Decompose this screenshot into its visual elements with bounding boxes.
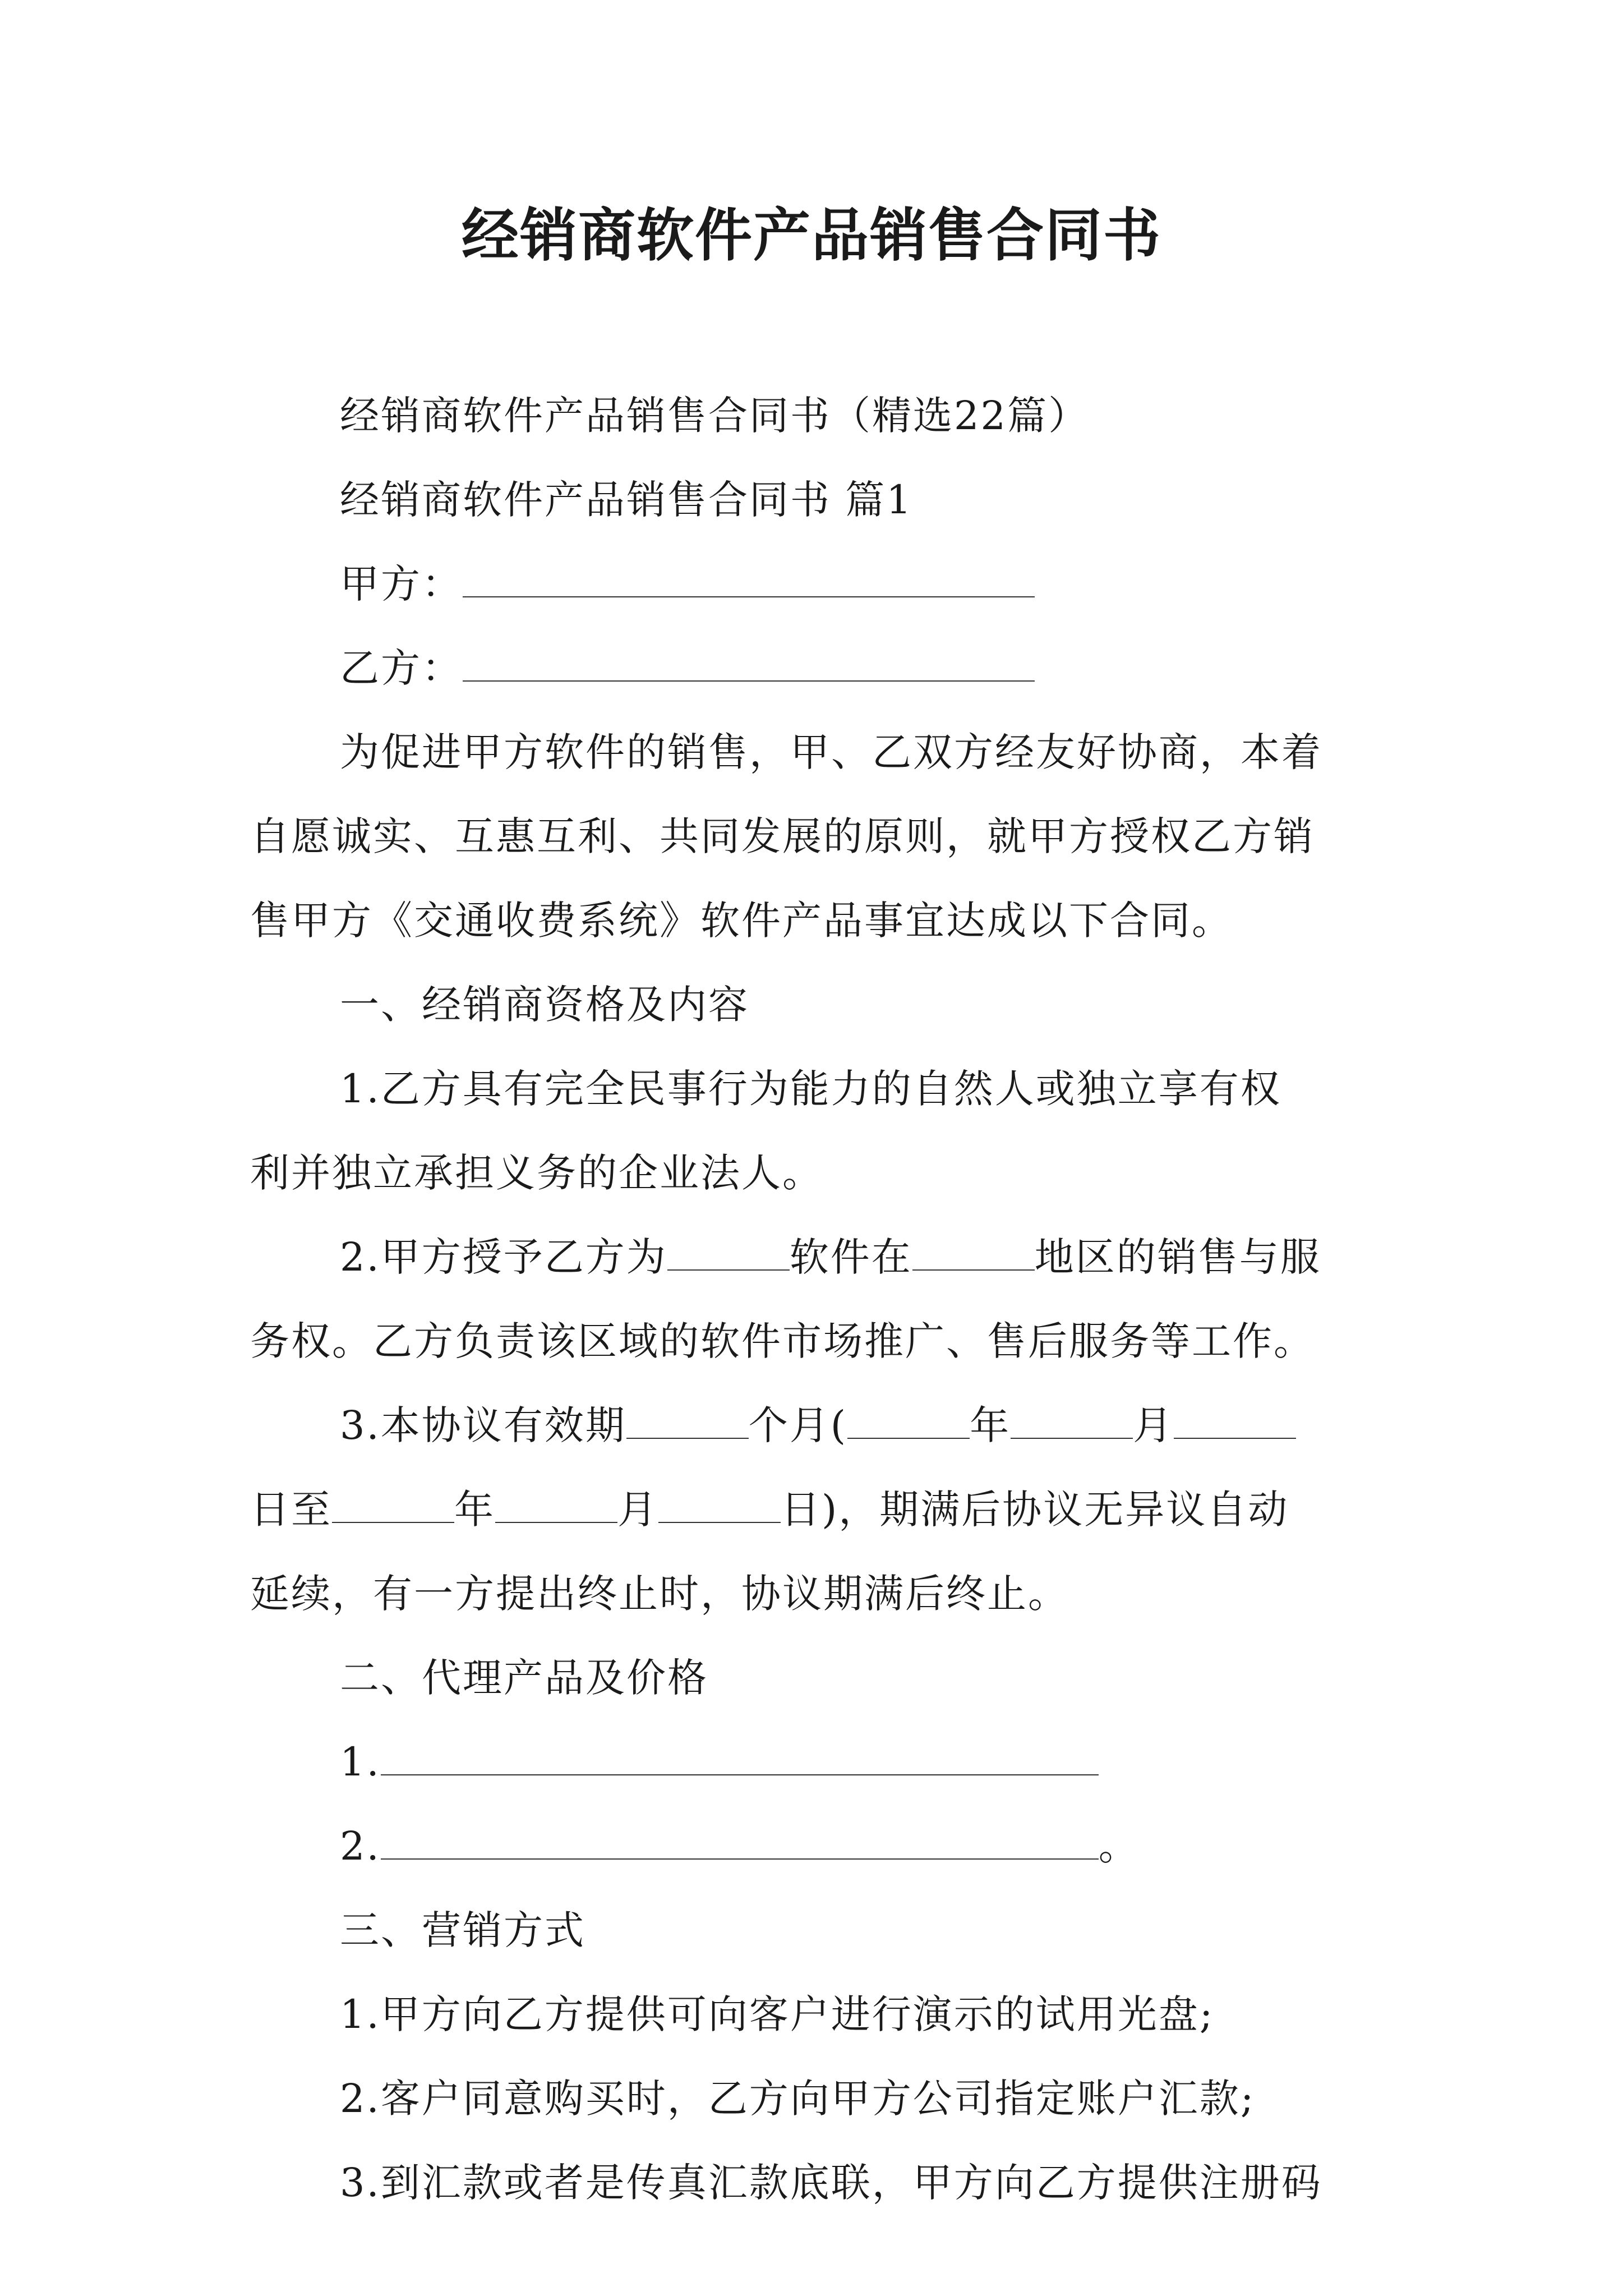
party-a-label: 甲方： <box>340 561 463 607</box>
document-body <box>250 374 1389 2225</box>
end-year-blank <box>332 1487 454 1523</box>
clause-1-3-text-d: 月 <box>1133 1402 1174 1448</box>
start-day-blank <box>1174 1402 1296 1439</box>
clause-1-3-line-2 <box>250 1467 1389 1552</box>
clause-1-2-text-a: 2.甲方授予乙方为 <box>340 1234 667 1280</box>
party-b-label: 乙方： <box>340 645 463 691</box>
product-2-blank <box>381 1823 1099 1860</box>
intro-line-1: 为促进甲方软件的销售，甲、乙双方经友好协商，本着 <box>340 729 1322 775</box>
clause-1-3-text-f: 年 <box>454 1487 495 1533</box>
product-2-end: 。 <box>1098 1823 1140 1869</box>
clause-3-3: 3.到汇款或者是传真汇款底联，甲方向乙方提供注册码 <box>340 2160 1322 2206</box>
clause-1-2-text-b: 软件在 <box>789 1234 912 1280</box>
clause-1-3-text-c: 年 <box>970 1402 1011 1448</box>
clause-3-1: 1.甲方向乙方提供可向客户进行演示的试用光盘; <box>340 1991 1215 2037</box>
start-month-blank <box>1011 1402 1133 1439</box>
intro-line-2: 自愿诚实、互惠互利、共同发展的原则，就甲方授权乙方销 <box>250 813 1315 859</box>
product-2-number: 2. <box>340 1823 381 1869</box>
party-a-blank <box>463 561 1035 597</box>
clause-1-3-line-1 <box>250 1383 1389 1467</box>
product-1-blank <box>381 1739 1099 1775</box>
software-blank <box>667 1234 790 1271</box>
section-2-heading: 二、代理产品及价格 <box>340 1655 708 1701</box>
intro-line-3: 售甲方《交通收费系统》软件产品事宜达成以下合同。 <box>250 898 1233 944</box>
clause-1-3-text-b: 个月( <box>748 1402 848 1448</box>
product-line-1 <box>250 1720 1389 1804</box>
months-blank <box>626 1402 749 1439</box>
end-month-blank <box>495 1487 617 1523</box>
clause-1-3-text-g: 月 <box>617 1487 658 1533</box>
start-year-blank <box>847 1402 970 1439</box>
section-heading-part1: 经销商软件产品销售合同书 篇1 <box>340 477 913 523</box>
clause-1-3-text-h: 日)，期满后协议无异议自动 <box>781 1487 1289 1533</box>
clause-1-1-line-1: 1.乙方具有完全民事行为能力的自然人或独立享有权 <box>340 1066 1281 1112</box>
product-line-2 <box>250 1804 1389 1888</box>
clause-1-2-text-c: 地区的销售与服 <box>1034 1234 1321 1280</box>
product-1-number: 1. <box>340 1739 381 1785</box>
party-b-blank <box>463 645 1035 682</box>
party-a-line <box>250 542 1389 626</box>
party-b-line <box>250 626 1389 710</box>
clause-3-2: 2.客户同意购买时，乙方向甲方公司指定账户汇款; <box>340 2076 1256 2122</box>
clause-1-2-line-1 <box>250 1215 1389 1299</box>
subtitle-line: 经销商软件产品销售合同书（精选22篇） <box>340 393 1090 439</box>
clause-1-2-line-2: 务权。乙方负责该区域的软件市场推广、售后服务等工作。 <box>250 1318 1315 1364</box>
clause-1-1-line-2: 利并独立承担义务的企业法人。 <box>250 1150 823 1196</box>
region-blank <box>912 1234 1035 1271</box>
section-1-heading: 一、经销商资格及内容 <box>340 982 749 1028</box>
clause-1-3-line-3: 延续，有一方提出终止时，协议期满后终止。 <box>250 1571 1069 1617</box>
document-title: 经销商软件产品销售合同书 <box>462 202 1161 269</box>
clause-1-3-text-a: 3.本协议有效期 <box>340 1402 626 1448</box>
clause-1-3-text-e: 日至 <box>250 1487 332 1533</box>
section-3-heading: 三、营销方式 <box>340 1907 585 1953</box>
end-day-blank <box>658 1487 781 1523</box>
